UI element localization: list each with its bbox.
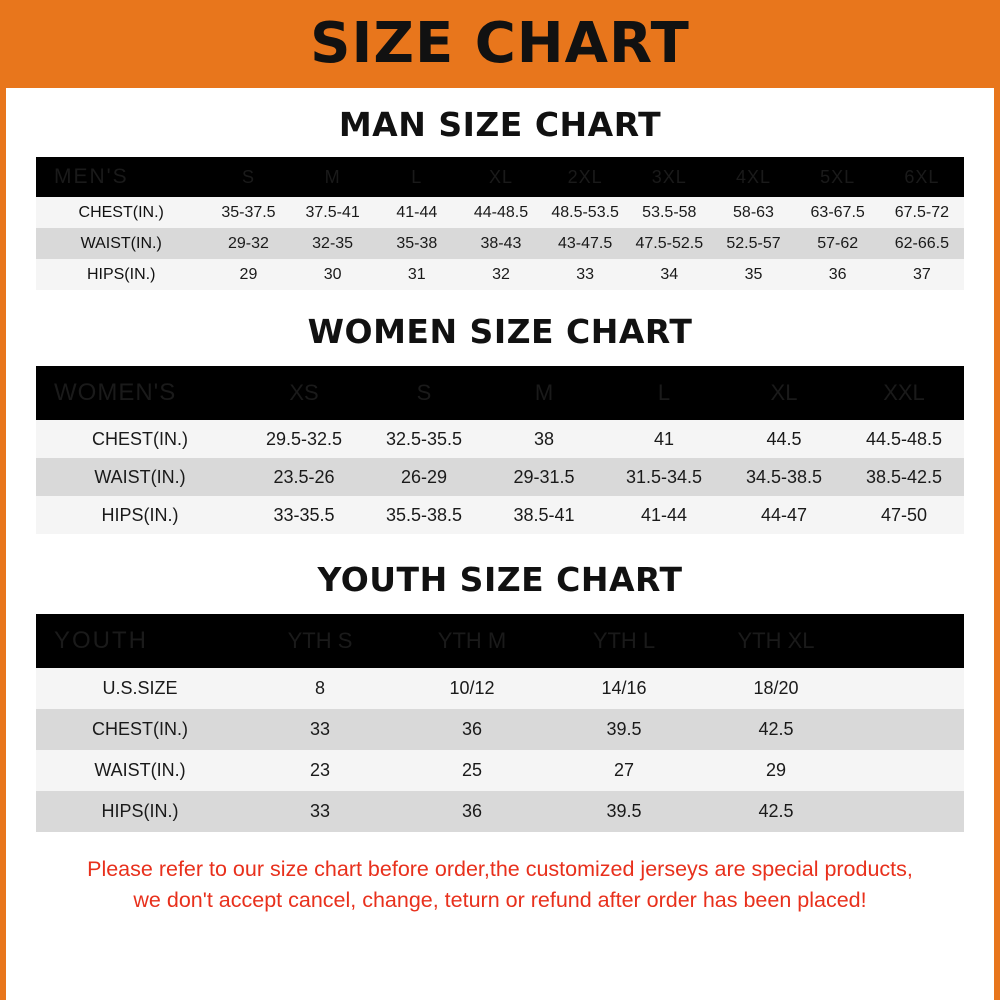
youth-cell: 39.5 bbox=[548, 791, 700, 832]
man-cell: 37 bbox=[880, 259, 964, 290]
women-cell: 38.5-41 bbox=[484, 496, 604, 534]
man-cell: 44-48.5 bbox=[459, 197, 543, 228]
man-cell: 63-67.5 bbox=[796, 197, 880, 228]
man-size-table bbox=[36, 157, 964, 290]
women-column-header: XS bbox=[244, 366, 364, 420]
man-corner-label: MEN'S bbox=[36, 157, 206, 197]
women-cell: 35.5-38.5 bbox=[364, 496, 484, 534]
youth-cell: 36 bbox=[396, 791, 548, 832]
women-cell: 33-35.5 bbox=[244, 496, 364, 534]
women-corner-label: WOMEN'S bbox=[36, 366, 244, 420]
man-cell: 48.5-53.5 bbox=[543, 197, 627, 228]
page-title: SIZE CHART bbox=[310, 11, 690, 76]
footer-note bbox=[6, 854, 994, 916]
youth-column-header: YTH M bbox=[396, 614, 548, 668]
women-table-body bbox=[36, 366, 964, 534]
man-column-header: S bbox=[206, 157, 290, 197]
man-cell: 31 bbox=[375, 259, 459, 290]
table-row bbox=[36, 458, 964, 496]
header-banner bbox=[0, 0, 1000, 88]
women-cell: 44-47 bbox=[724, 496, 844, 534]
man-section-title: MAN SIZE CHART bbox=[338, 105, 662, 144]
man-cell: 32 bbox=[459, 259, 543, 290]
women-cell: 32.5-35.5 bbox=[364, 420, 484, 458]
table-row bbox=[36, 259, 964, 290]
women-column-header: M bbox=[484, 366, 604, 420]
man-row-label: WAIST(IN.) bbox=[36, 228, 206, 259]
youth-row-label: HIPS(IN.) bbox=[36, 791, 244, 832]
man-row-label: CHEST(IN.) bbox=[36, 197, 206, 228]
man-cell: 34 bbox=[627, 259, 711, 290]
table-row bbox=[36, 197, 964, 228]
youth-cell: 36 bbox=[396, 709, 548, 750]
table-row bbox=[36, 709, 964, 750]
man-cell: 35-38 bbox=[375, 228, 459, 259]
man-column-header: 4XL bbox=[711, 157, 795, 197]
youth-corner-label: YOUTH bbox=[36, 614, 244, 668]
youth-cell: 10/12 bbox=[396, 668, 548, 709]
women-row-label: WAIST(IN.) bbox=[36, 458, 244, 496]
women-cell: 29.5-32.5 bbox=[244, 420, 364, 458]
youth-column-header: YTH XL bbox=[700, 614, 852, 668]
youth-row-label: CHEST(IN.) bbox=[36, 709, 244, 750]
women-cell: 38 bbox=[484, 420, 604, 458]
women-cell: 41 bbox=[604, 420, 724, 458]
man-column-header: M bbox=[291, 157, 375, 197]
man-cell: 35-37.5 bbox=[206, 197, 290, 228]
man-column-header: 5XL bbox=[796, 157, 880, 197]
women-column-header: S bbox=[364, 366, 484, 420]
youth-cell: 8 bbox=[244, 668, 396, 709]
man-cell: 58-63 bbox=[711, 197, 795, 228]
women-cell: 34.5-38.5 bbox=[724, 458, 844, 496]
youth-cell: 33 bbox=[244, 791, 396, 832]
man-cell: 62-66.5 bbox=[880, 228, 964, 259]
women-column-header: XL bbox=[724, 366, 844, 420]
youth-column-header: YTH L bbox=[548, 614, 700, 668]
youth-column-header: YTH S bbox=[244, 614, 396, 668]
youth-cell: 14/16 bbox=[548, 668, 700, 709]
youth-cell-spacer bbox=[852, 791, 964, 832]
man-cell: 32-35 bbox=[291, 228, 375, 259]
youth-section-title: YOUTH SIZE CHART bbox=[317, 560, 683, 599]
table-row bbox=[36, 228, 964, 259]
man-cell: 30 bbox=[291, 259, 375, 290]
table-row bbox=[36, 750, 964, 791]
youth-cell: 42.5 bbox=[700, 791, 852, 832]
women-row-label: HIPS(IN.) bbox=[36, 496, 244, 534]
man-column-header: 3XL bbox=[627, 157, 711, 197]
women-section-title: WOMEN SIZE CHART bbox=[307, 312, 693, 351]
man-column-header: 6XL bbox=[880, 157, 964, 197]
footer-note-line-2: we don't accept cancel, change, teturn or refund after order has been placed! bbox=[133, 888, 867, 913]
man-row-label: HIPS(IN.) bbox=[36, 259, 206, 290]
man-cell: 38-43 bbox=[459, 228, 543, 259]
youth-row-label: WAIST(IN.) bbox=[36, 750, 244, 791]
women-cell: 44.5 bbox=[724, 420, 844, 458]
man-cell: 57-62 bbox=[796, 228, 880, 259]
youth-cell-spacer bbox=[852, 668, 964, 709]
women-column-header: XXL bbox=[844, 366, 964, 420]
women-cell: 38.5-42.5 bbox=[844, 458, 964, 496]
man-cell: 36 bbox=[796, 259, 880, 290]
youth-table-body bbox=[36, 614, 964, 832]
youth-cell: 29 bbox=[700, 750, 852, 791]
table-row bbox=[36, 668, 964, 709]
women-cell: 47-50 bbox=[844, 496, 964, 534]
table-row bbox=[36, 496, 964, 534]
man-header-row bbox=[36, 157, 964, 197]
youth-cell: 42.5 bbox=[700, 709, 852, 750]
women-header-row bbox=[36, 366, 964, 420]
youth-cell-spacer bbox=[852, 709, 964, 750]
man-cell: 35 bbox=[711, 259, 795, 290]
table-row bbox=[36, 420, 964, 458]
youth-cell: 39.5 bbox=[548, 709, 700, 750]
youth-size-table bbox=[36, 614, 964, 832]
man-cell: 53.5-58 bbox=[627, 197, 711, 228]
women-row-label: CHEST(IN.) bbox=[36, 420, 244, 458]
women-cell: 23.5-26 bbox=[244, 458, 364, 496]
man-column-header: L bbox=[375, 157, 459, 197]
women-cell: 44.5-48.5 bbox=[844, 420, 964, 458]
youth-cell: 25 bbox=[396, 750, 548, 791]
women-cell: 29-31.5 bbox=[484, 458, 604, 496]
man-cell: 29-32 bbox=[206, 228, 290, 259]
man-cell: 41-44 bbox=[375, 197, 459, 228]
table-row bbox=[36, 791, 964, 832]
youth-cell-spacer bbox=[852, 750, 964, 791]
man-cell: 52.5-57 bbox=[711, 228, 795, 259]
youth-column-header-spacer bbox=[852, 614, 964, 668]
man-cell: 29 bbox=[206, 259, 290, 290]
man-column-header: 2XL bbox=[543, 157, 627, 197]
women-size-table bbox=[36, 366, 964, 534]
youth-cell: 23 bbox=[244, 750, 396, 791]
man-cell: 37.5-41 bbox=[291, 197, 375, 228]
women-cell: 41-44 bbox=[604, 496, 724, 534]
youth-row-label: U.S.SIZE bbox=[36, 668, 244, 709]
youth-cell: 33 bbox=[244, 709, 396, 750]
man-cell: 43-47.5 bbox=[543, 228, 627, 259]
man-cell: 67.5-72 bbox=[880, 197, 964, 228]
youth-cell: 18/20 bbox=[700, 668, 852, 709]
man-cell: 47.5-52.5 bbox=[627, 228, 711, 259]
man-cell: 33 bbox=[543, 259, 627, 290]
footer-note-line-1: Please refer to our size chart before order,the customized jerseys are special products, bbox=[87, 857, 913, 881]
women-column-header: L bbox=[604, 366, 724, 420]
youth-cell: 27 bbox=[548, 750, 700, 791]
women-cell: 26-29 bbox=[364, 458, 484, 496]
man-column-header: XL bbox=[459, 157, 543, 197]
man-table-body bbox=[36, 157, 964, 290]
women-cell: 31.5-34.5 bbox=[604, 458, 724, 496]
youth-header-row bbox=[36, 614, 964, 668]
